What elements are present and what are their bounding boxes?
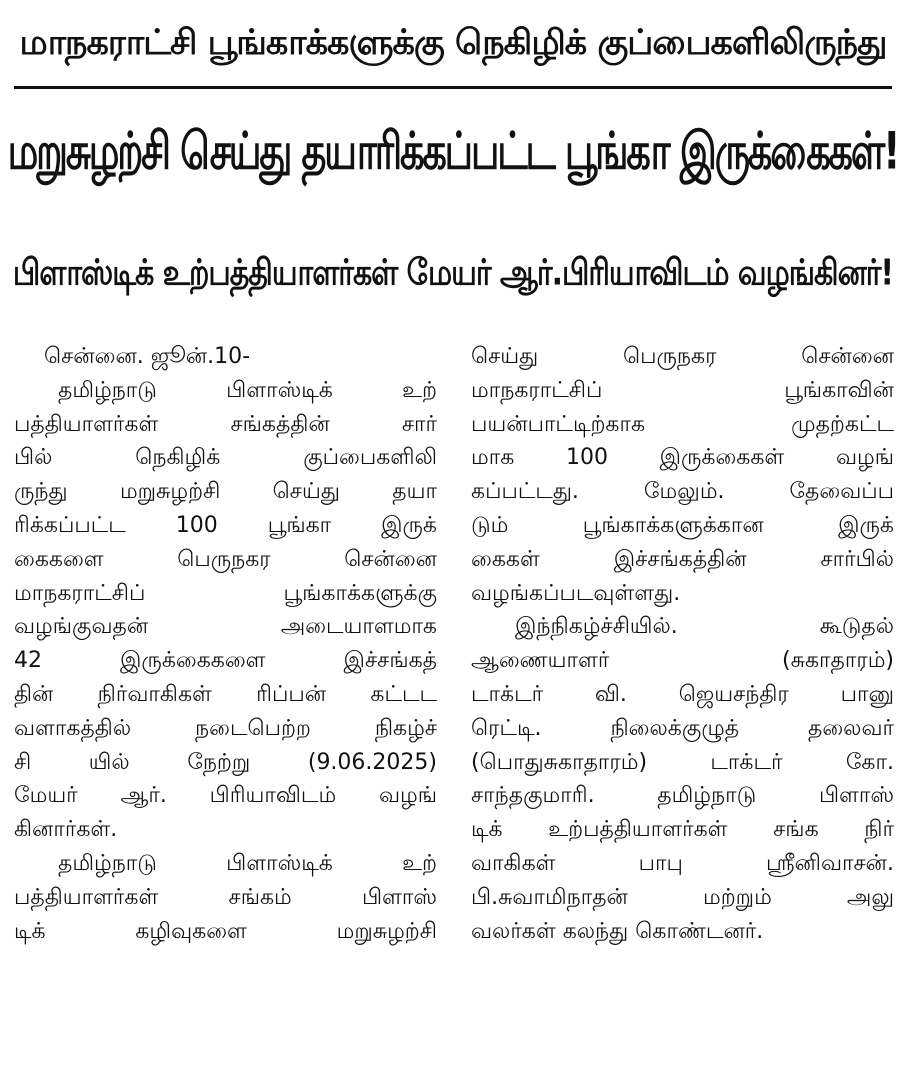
body-text-line: ஆணையாளர் (சுகாதாரம்) [471,648,894,674]
body-text-line: டும் பூங்காக்களுக்கான இருக் [471,512,894,538]
body-text-line: ரெட்டி. நிலைக்குழுத் தலைவர் [471,715,894,741]
body-text-line: வளாகத்தில் நடைபெற்ற நிகழ்ச் [14,715,437,741]
body-text-line: பத்தியாளர்கள் சங்கத்தின் சார் [14,411,437,437]
body-text-line: தமிழ்நாடு பிளாஸ்டிக் உற் [58,377,437,403]
body-text-line: தின் நிர்வாகிகள் ரிப்பன் கட்டட [14,681,437,707]
body-text-line: டாக்டர் வி. ஜெயசந்திர பானு [471,681,894,707]
article-body [14,340,894,1056]
sub-headline: பிளாஸ்டிக் உற்பத்தியாளர்கள் மேயர் ஆர்.பிரியாவிடம் வழங்கினர்! [12,251,894,294]
body-text-line: சாந்தகுமாரி. தமிழ்நாடு பிளாஸ் [471,783,894,809]
kicker-headline: மாநகராட்சி பூங்காக்களுக்கு நெகிழிக் குப்பைகளிலிருந்து [19,23,887,63]
body-text-line: கைகளை பெருநகர சென்னை [14,546,437,572]
body-text-line: இந்நிகழ்ச்சியில். கூடுதல் [515,614,894,640]
main-headline: மறுசுழற்சி செய்து தயாரிக்கப்பட்ட பூங்கா இருக்கைகள்! [7,121,899,181]
article-column-right [471,340,894,1056]
body-text-line: சென்னை. ஜூன்.10- [44,344,251,369]
body-text-line: செய்து பெருநகர சென்னை [471,344,894,369]
body-text-line: பில் நெகிழிக் குப்பைகளிலி [14,445,437,471]
body-text-line: கைகள் இச்சங்கத்தின் சார்பில் [471,546,894,572]
body-text-line: மாநகராட்சிப் பூங்காக்களுக்கு [14,580,437,606]
article-column-left [14,340,437,1056]
body-text-line: டிக் கழிவுகளை மறுசுழற்சி [14,918,437,944]
body-text-line: வாகிகள் பாபு ஸ்ரீனிவாசன். [471,850,894,876]
body-text-line: மேயர் ஆர். பிரியாவிடம் வழங் [14,783,437,809]
body-text-line: ருந்து மறுசுழற்சி செய்து தயா [14,479,437,505]
body-text-line: வழங்கப்படவுள்ளது. [471,580,681,606]
body-text-line: கப்பட்டது. மேலும். தேவைப்ப [471,479,894,505]
body-text-line: சி யில் நேற்று (9.06.2025) [14,749,437,775]
body-text-line: கினார்கள். [14,817,118,843]
body-text-line: மாநகராட்சிப் பூங்காவின் [471,377,894,403]
body-text-line: டிக் உற்பத்தியாளர்கள் சங்க நிர் [471,817,894,843]
body-text-line: பி.சுவாமிநாதன் மற்றும் அலு [471,884,894,910]
body-text-line: தமிழ்நாடு பிளாஸ்டிக் உற் [58,850,437,876]
body-text-line: வலர்கள் கலந்து கொண்டனர். [471,918,764,944]
body-text-line: 42 இருக்கைகளை இச்சங்கத் [14,648,437,674]
body-text-line: பயன்பாட்டிற்காக முதற்கட்ட [471,411,894,437]
body-text-line: பத்தியாளர்கள் சங்கம் பிளாஸ் [14,884,437,910]
body-text-line: ரிக்கப்பட்ட 100 பூங்கா இருக் [14,512,437,538]
body-text-line: வழங்குவதன் அடையாளமாக [14,614,437,640]
body-text-line: மாக 100 இருக்கைகள் வழங் [471,445,894,471]
body-text-line: (பொதுசுகாதாரம்) டாக்டர் கோ. [471,749,894,775]
